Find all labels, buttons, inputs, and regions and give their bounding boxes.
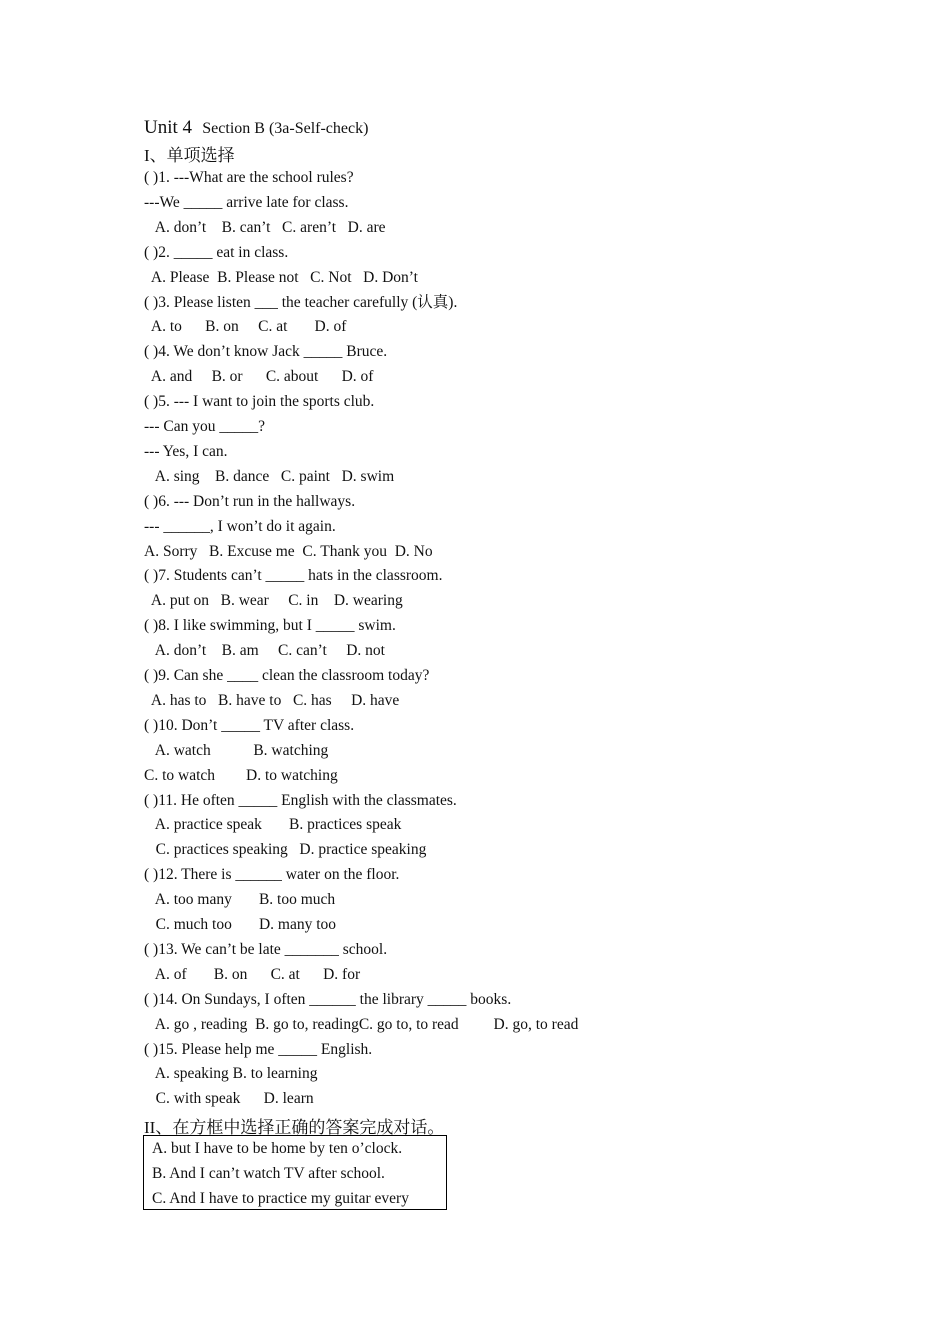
question-line: A. has to B. have to C. has D. have	[144, 691, 400, 709]
question-line: ( )14. On Sundays, I often ______ the library _____ books.	[144, 990, 512, 1008]
question-line: A. watch B. watching	[144, 741, 329, 759]
question-line: --- ______, I won’t do it again.	[144, 517, 336, 535]
box-option-line: B. And I can’t watch TV after school.	[152, 1165, 385, 1182]
question-line: ( )11. He often _____ English with the classmates.	[144, 791, 457, 809]
question-line: ( )13. We can’t be late _______ school.	[144, 940, 388, 958]
question-line: ( )6. --- Don’t run in the hallways.	[144, 492, 356, 510]
question-line: C. with speak D. learn	[144, 1090, 314, 1108]
question-line: A. too many B. too much	[144, 891, 336, 909]
question-line: A. don’t B. can’t C. aren’t D. are	[144, 218, 386, 236]
question-line: A. to B. on C. at D. of	[144, 318, 347, 336]
doc-title	[144, 117, 368, 139]
question-line: ( )3. Please listen ___ the teacher carefully (认真).	[144, 293, 458, 311]
question-line: ( )1. ---What are the school rules?	[144, 169, 354, 186]
question-line: A. of B. on C. at D. for	[144, 965, 361, 983]
question-line: A. and B. or C. about D. of	[144, 368, 374, 386]
section-label: Section B (3a-Self-check)	[202, 120, 369, 137]
part2-heading: II、在方框中选择正确的答案完成对话。	[144, 1118, 445, 1137]
part1-heading: I、单项选择	[144, 146, 235, 165]
question-line: --- Can you _____?	[144, 418, 265, 435]
question-line: ( )9. Can she ____ clean the classroom today?	[144, 667, 430, 684]
box-option-line: C. And I have to practice my guitar every	[152, 1190, 409, 1207]
question-line: ( )7. Students can’t _____ hats in the classroom.	[144, 567, 443, 585]
question-line: ---We _____ arrive late for class.	[144, 193, 349, 211]
question-line: A. Please B. Please not C. Not D. Don’t	[144, 268, 418, 286]
question-line: ( )2. _____ eat in class.	[144, 243, 289, 261]
question-line: --- Yes, I can.	[144, 442, 228, 460]
question-line: ( )12. There is ______ water on the floor.	[144, 866, 400, 884]
question-line: ( )4. We don’t know Jack _____ Bruce.	[144, 343, 388, 361]
answer-options-box	[143, 1135, 447, 1210]
question-line: A. Sorry B. Excuse me C. Thank you D. No	[144, 542, 433, 560]
question-line: ( )15. Please help me _____ English.	[144, 1040, 373, 1058]
box-option-line: A. but I have to be home by ten o’clock.	[152, 1140, 403, 1157]
question-line: A. practice speak B. practices speak	[144, 816, 402, 834]
question-line: A. don’t B. am C. can’t D. not	[144, 642, 385, 660]
question-line: C. to watch D. to watching	[144, 766, 338, 784]
question-line: A. put on B. wear C. in D. wearing	[144, 592, 403, 610]
question-line: ( )8. I like swimming, but I _____ swim.	[144, 617, 396, 635]
question-line: A. go , reading B. go to, readingC. go to, to read D. go, to read	[144, 1015, 579, 1033]
unit-label: Unit 4	[144, 117, 193, 138]
question-line: C. much too D. many too	[144, 916, 337, 933]
question-line: C. practices speaking D. practice speaking	[144, 841, 427, 859]
question-line: A. speaking B. to learning	[144, 1065, 318, 1083]
question-line: ( )5. --- I want to join the sports club.	[144, 393, 375, 411]
question-line: A. sing B. dance C. paint D. swim	[144, 467, 395, 485]
question-line: ( )10. Don’t _____ TV after class.	[144, 716, 355, 734]
